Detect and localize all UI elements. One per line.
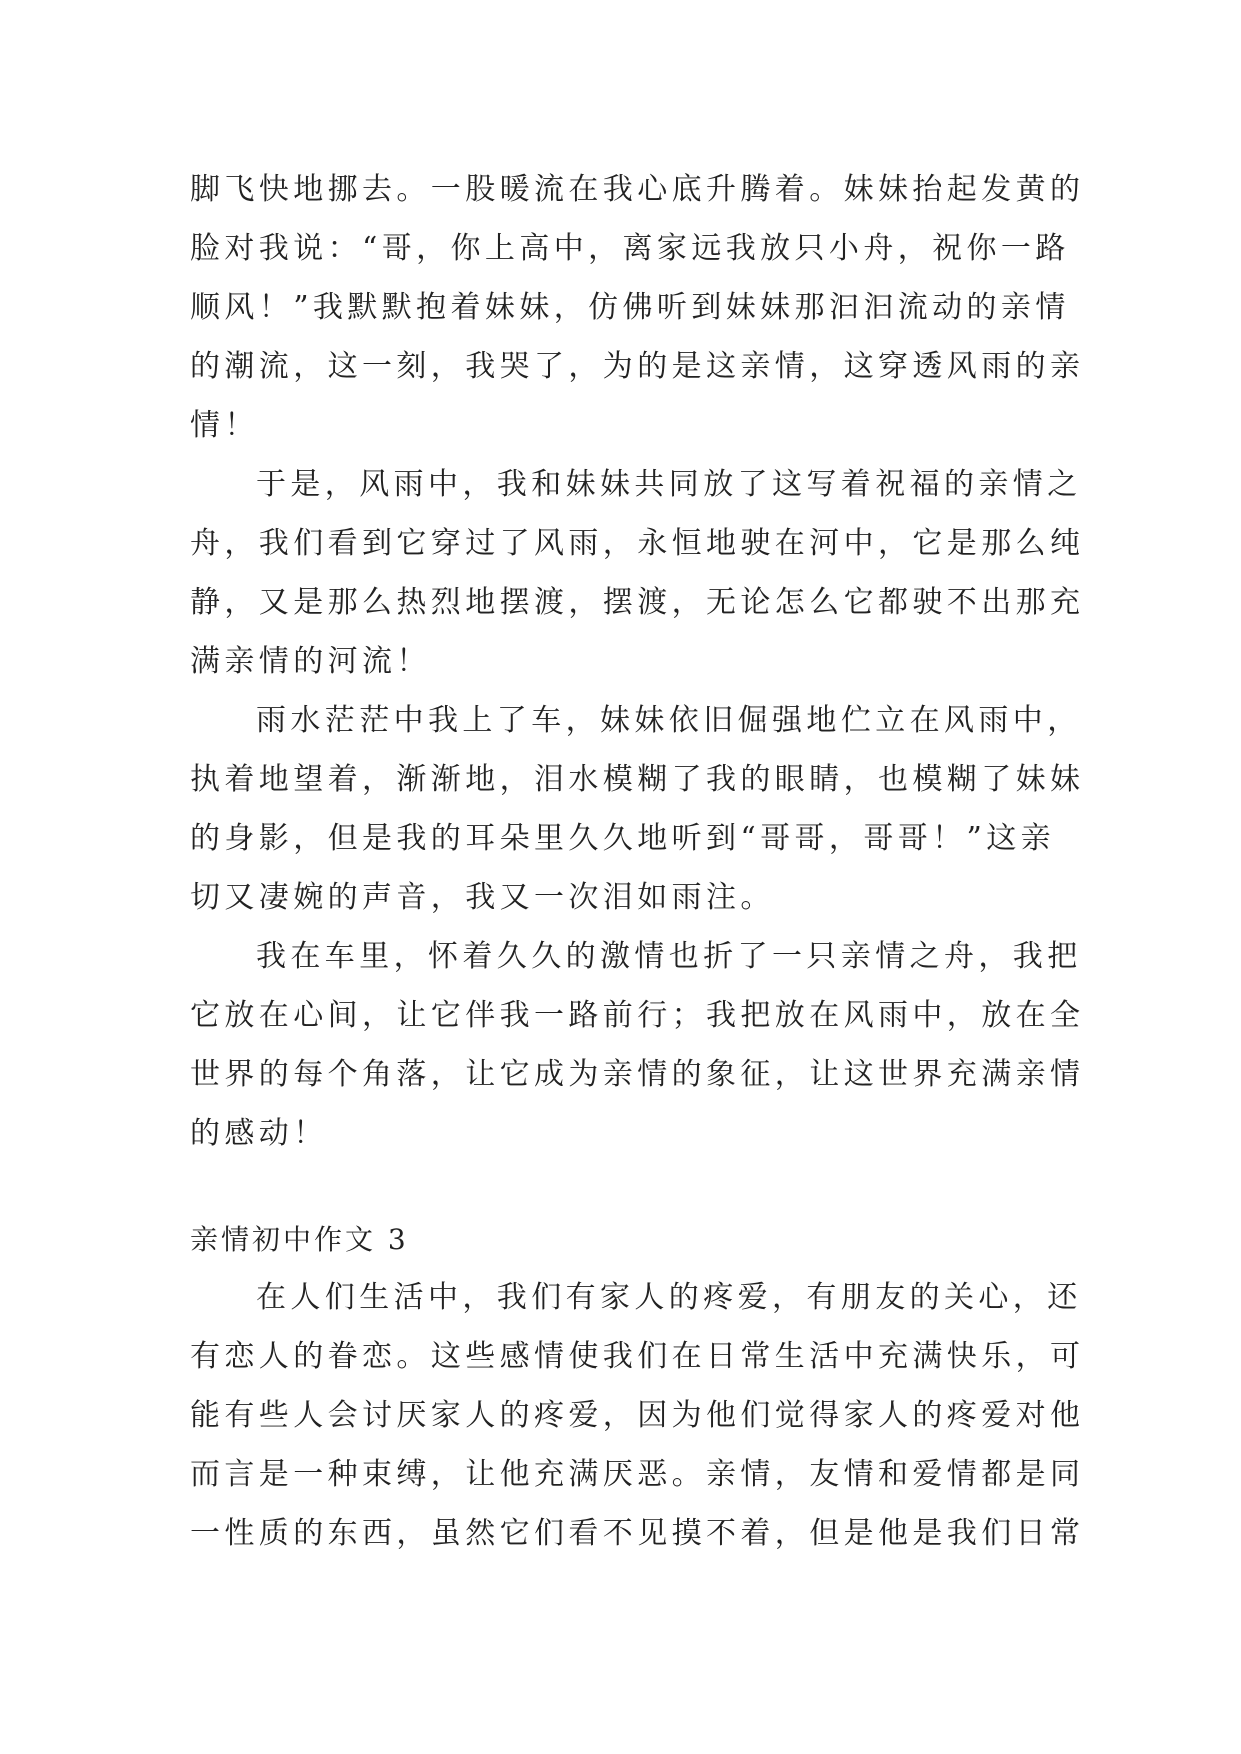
text-line: 的潮流，这一刻，我哭了，为的是这亲情，这穿透风雨的亲 [190,349,1085,384]
text-line: 能有些人会讨厌家人的疼爱，因为他们觉得家人的疼爱对他 [190,1398,1085,1433]
text-line: 于是，风雨中，我和妹妹共同放了这写着祝福的亲情之 [256,467,1082,502]
text-line: 脸对我说：“哥，你上高中，离家远我放只小舟，祝你一路 [190,231,1070,266]
paragraph [190,691,1085,927]
essay-body-top [190,160,1085,1163]
text-line: 有恋人的眷恋。这些感情使我们在日常生活中充满快乐，可 [190,1339,1085,1374]
text-line: 满亲情的河流！ [190,644,431,679]
text-line: 它放在心间，让它伴我一路前行；我把放在风雨中，放在全 [190,998,1085,1033]
text-line: 脚飞快地挪去。一股暖流在我心底升腾着。妹妹抬起发黄的 [190,172,1085,207]
text-line: 在人们生活中，我们有家人的疼爱，有朋友的关心，还 [256,1280,1082,1315]
essay-body-bottom [190,1268,1085,1563]
text-line: 静，又是那么热烈地摆渡，摆渡，无论怎么它都驶不出那充 [190,585,1085,620]
text-line: 雨水茫茫中我上了车，妹妹依旧倔强地伫立在风雨中， [256,703,1082,738]
paragraph [190,160,1085,455]
text-line: 我在车里，怀着久久的激情也折了一只亲情之舟，我把 [256,939,1082,974]
text-line: 的感动！ [190,1116,328,1151]
text-line: 执着地望着，渐渐地，泪水模糊了我的眼睛，也模糊了妹妹 [190,762,1085,797]
text-line: 切又凄婉的声音，我又一次泪如雨注。 [190,880,775,915]
paragraph [190,1268,1085,1563]
text-line: 而言是一种束缚，让他充满厌恶。亲情，友情和爱情都是同 [190,1457,1085,1492]
text-line: 世界的每个角落，让它成为亲情的象征，让这世界充满亲情 [190,1057,1085,1092]
text-line: 舟，我们看到它穿过了风雨，永恒地驶在河中，它是那么纯 [190,526,1085,561]
text-line: 情！ [190,408,259,443]
paragraph [190,927,1085,1163]
text-line: 一性质的东西，虽然它们看不见摸不着，但是他是我们日常 [190,1516,1085,1551]
section-title: 亲情初中作文 3 [190,1223,409,1256]
text-line: 顺风！”我默默抱着妹妹，仿佛听到妹妹那汩汩流动的亲情 [190,290,1070,325]
text-line: 的身影，但是我的耳朵里久久地听到“哥哥，哥哥！”这亲 [190,821,1056,856]
paragraph [190,455,1085,691]
